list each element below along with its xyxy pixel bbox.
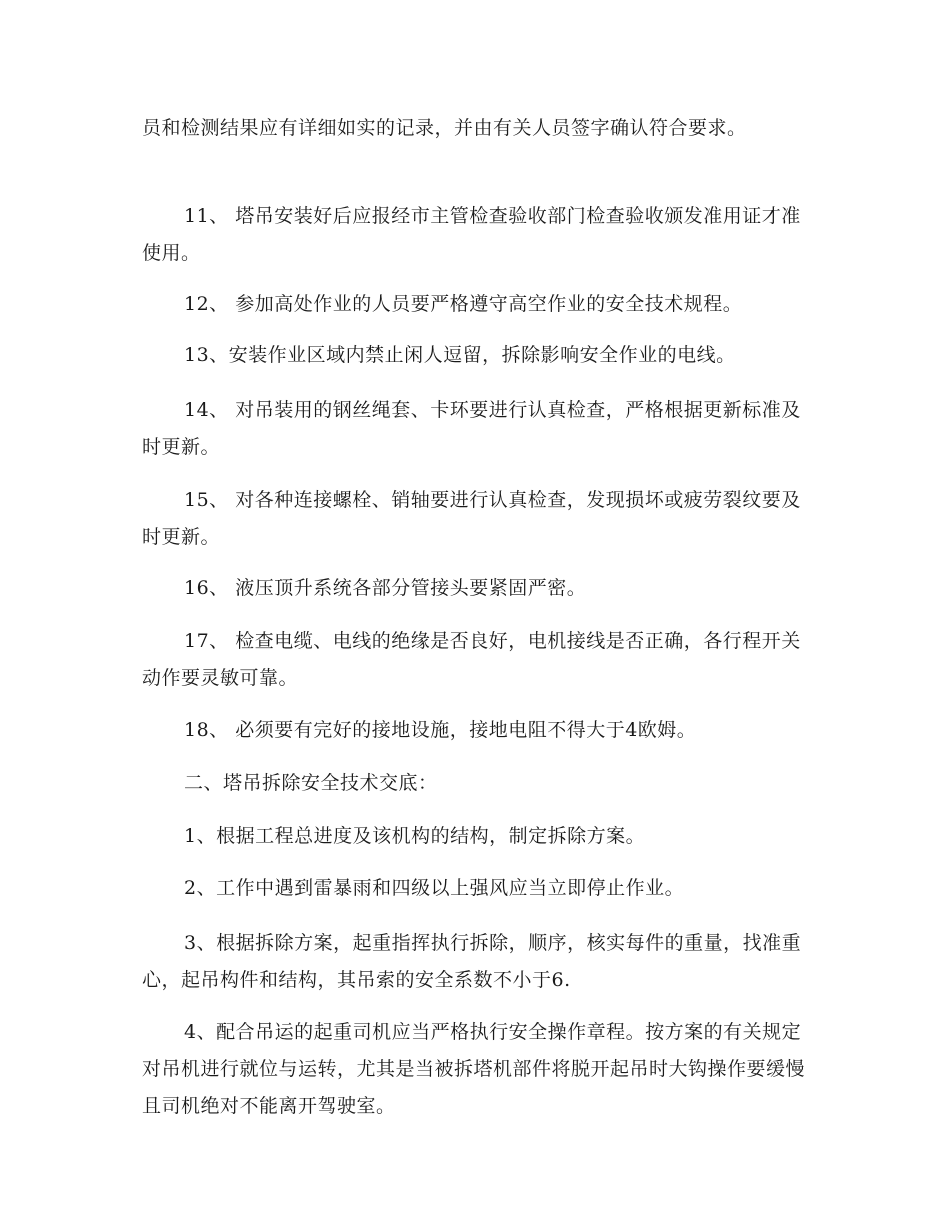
section-heading-2: 二、塔吊拆除安全技术交底： (184, 772, 438, 794)
paragraph-item-13: 13、安装作业区域内禁止闲人逗留，拆除影响安全作业的电线。 (184, 344, 736, 366)
paragraph-item-11: 11、 塔吊安装好后应报经市主管检查验收部门检查验收颁发准用证才准使用。 (142, 205, 801, 264)
paragraph-removal-1: 1、根据工程总进度及该机构的结构，制定拆除方案。 (184, 825, 646, 847)
paragraph-item-12: 12、 参加高处作业的人员要严格遵守高空作业的安全技术规程。 (184, 293, 743, 315)
paragraph-item-14: 14、 对吊装用的钢丝绳套、卡环要进行认真检查，严格根据更新标准及时更新。 (142, 399, 801, 458)
paragraph-item-16: 16、 液压顶升系统各部分管接头要紧固严密。 (184, 577, 587, 599)
paragraph-removal-4: 4、配合吊运的起重司机应当严格执行安全操作章程。按方案的有关规定对吊机进行就位与运转，尤其是当被拆塔机部件将脱开起吊时大钩操作要缓慢且司机绝对不能离开驾驶室。 (142, 1021, 806, 1117)
paragraph-item-15: 15、 对各种连接螺栓、销轴要进行认真检查，发现损坏或疲劳裂纹要及时更新。 (142, 489, 801, 548)
paragraph-item-18: 18、 必须要有完好的接地设施，接地电阻不得大于4欧姆。 (184, 719, 697, 741)
paragraph-item-17: 17、 检查电缆、电线的绝缘是否良好，电机接线是否正确，各行程开关动作要灵敏可靠。 (142, 630, 801, 689)
paragraph-removal-3: 3、根据拆除方案，起重指挥执行拆除，顺序，核实每件的重量，找准重心，起吊构件和结构，其吊索的安全系数不小于6. (142, 932, 802, 991)
paragraph-continuation: 员和检测结果应有详细如实的记录，并由有关人员签字确认符合要求。 (142, 117, 747, 139)
paragraph-removal-2: 2、工作中遇到雷暴雨和四级以上强风应当立即停止作业。 (184, 877, 685, 899)
